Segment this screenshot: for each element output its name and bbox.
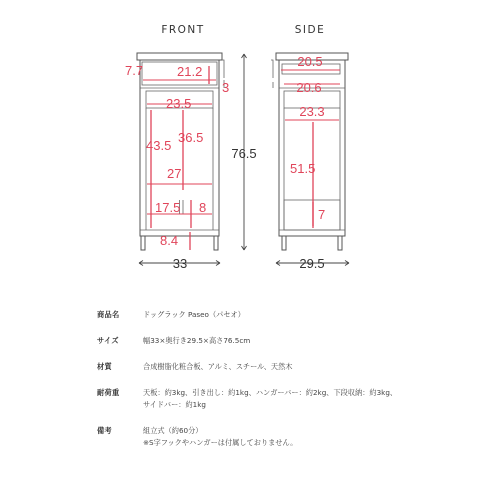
- spec-value: 合成樹脂化粧合板、アルミ、スチール、天然木: [143, 362, 293, 371]
- dim-inner-left-height: 43.5: [146, 138, 172, 153]
- dim-total-height: 76.5: [231, 146, 257, 161]
- dim-inner-width: 23.5: [166, 96, 192, 111]
- front-title: FRONT: [161, 24, 205, 36]
- front-right-leg: [214, 236, 218, 250]
- side-view: [271, 53, 349, 271]
- dim-inner-height: 36.5: [178, 130, 204, 145]
- dim-side-bottom-height: 7: [318, 207, 326, 222]
- front-left-leg: [141, 236, 145, 250]
- dim-door-width: 17.5: [155, 200, 181, 215]
- side-title: SIDE: [294, 24, 326, 36]
- spec-label: 耐荷重: [97, 388, 120, 397]
- dim-total-width: 33: [172, 256, 188, 271]
- dim-leg-height: 8.4: [160, 233, 179, 248]
- dim-shelf-width: 27: [167, 166, 182, 181]
- dim-side-inner-depth: 23.3: [299, 104, 325, 119]
- spec-label: 備考: [97, 426, 112, 435]
- spec-value: 天板：約3kg、引き出し：約1kg、ハンガーバー：約2kg、下段収納：約3kg、: [143, 388, 398, 397]
- side-right-leg: [338, 236, 342, 250]
- dim-total-depth: 29.5: [299, 256, 325, 271]
- dim-drawer-width: 21.2: [177, 64, 203, 79]
- spec-value: 幅33×奥行き29.5×高さ76.5cm: [143, 336, 251, 345]
- dim-bottom-small: 8: [199, 200, 207, 215]
- front-top-board: [137, 53, 222, 60]
- dim-side-top-depth: 20.5: [297, 54, 323, 69]
- dim-drawer-height: 3: [222, 80, 230, 95]
- dim-top-left: 7.7: [125, 63, 144, 78]
- spec-value: 組立式（約60分）: [143, 426, 203, 435]
- side-left-leg: [282, 236, 286, 250]
- side-lower-box: [284, 200, 340, 230]
- dim-side-drawer-depth: 20.6: [296, 80, 322, 95]
- spec-value: ドッグラック Paseo（パセオ）: [143, 310, 245, 319]
- spec-label: 材質: [97, 362, 112, 371]
- front-view: [125, 53, 257, 271]
- spec-value-line2: サイドバー：約1kg: [143, 400, 206, 409]
- side-handle: [271, 60, 273, 88]
- dim-side-inner-height: 51.5: [290, 161, 316, 176]
- spec-value-line2: ※S字フックやハンガーは付属しておりません。: [143, 438, 298, 447]
- spec-label: サイズ: [97, 336, 119, 345]
- spec-label: 商品名: [97, 310, 120, 319]
